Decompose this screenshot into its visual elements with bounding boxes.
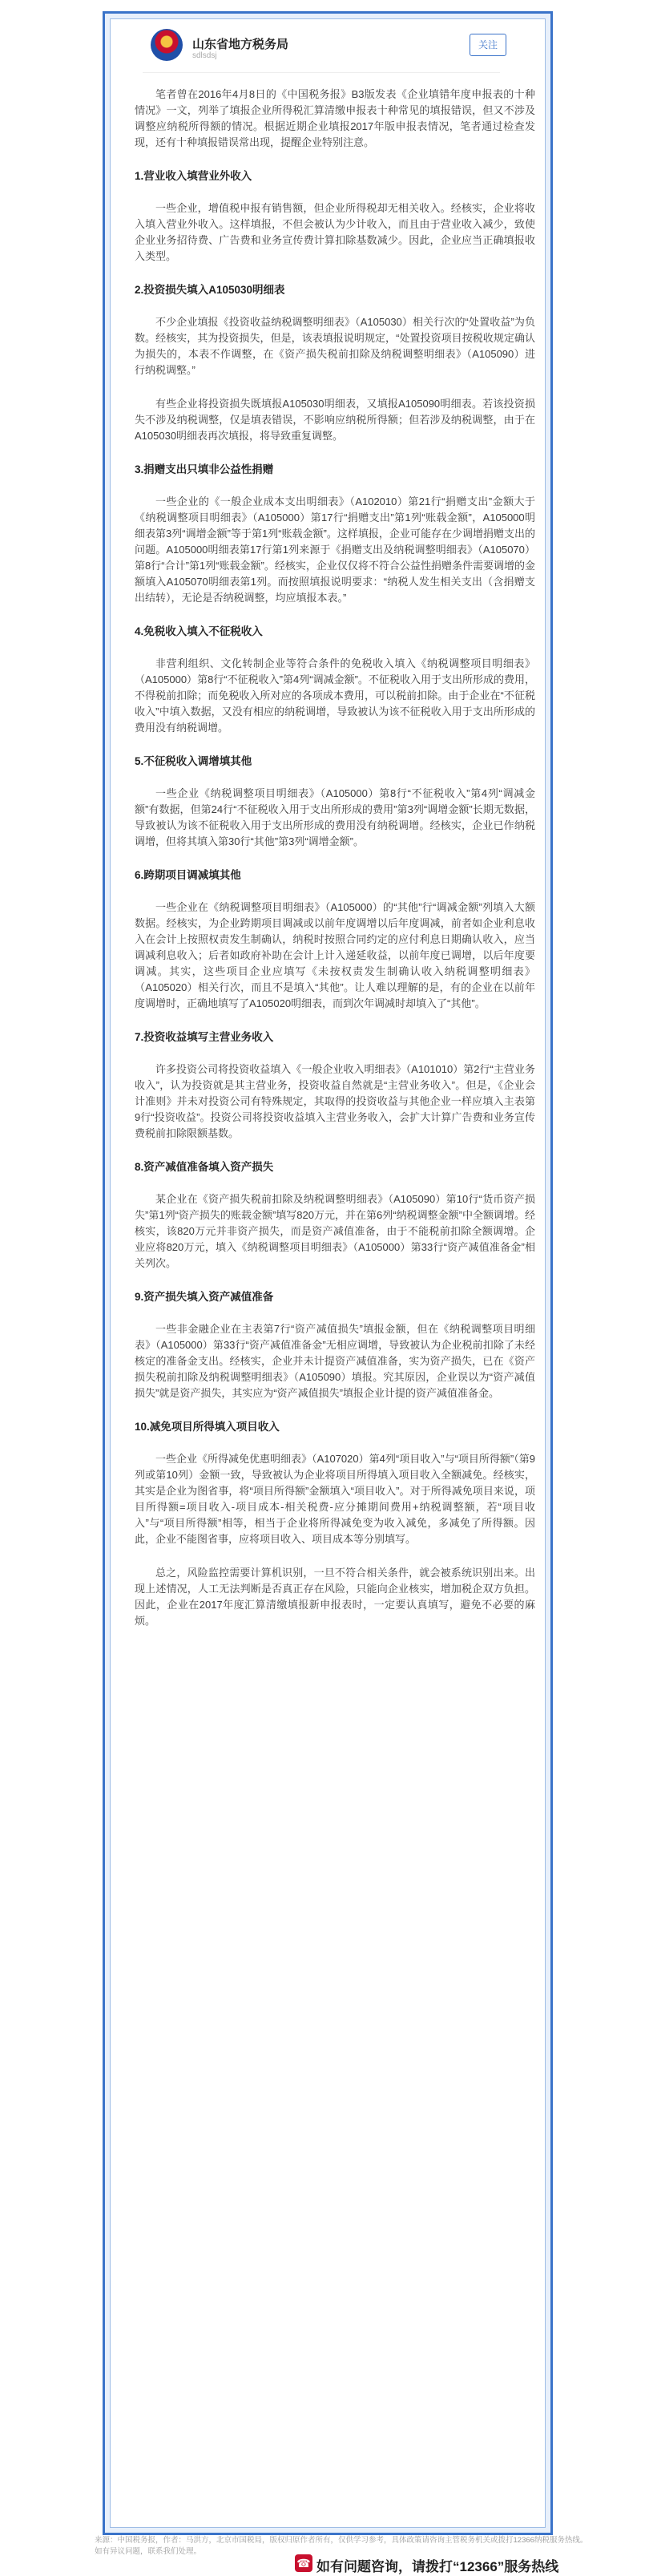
section-paragraph: 某企业在《资产损失税前扣除及纳税调整明细表》（A105090）第10行“货币资产损失”第1列“资产损失的账载金额”填写820万元，并在第6列“纳税调整金额”中全额调增。经核实，该820万元并非资产损失，而是资产减值准备，由于不能税前扣除全额调增。企业应将820万元，填入《纳税调整项目明细表》（A105000）第33行“资产减值准备金”相关列次。 <box>135 1193 535 1269</box>
section-paragraph: 不少企业填报《投资收益纳税调整明细表》（A105030）相关行次的“处置收益”为负数。经核实，其为投资损失，但是，该表填报说明规定，“处置投资项目按税收规定确认为损失的，本表不作调整，在《资产损失税前扣除及纳税调整明细表》（A105090）进行纳税调整。” <box>135 316 535 376</box>
section-paragraph: 一些非金融企业在主表第7行“资产减值损失”填报金额，但在《纳税调整项目明细表》（A105000）第33行“资产减值准备金”无相应调增，导致被认为企业税前扣除了未经核定的准备金支出。经核实，企业并未计提资产减值准备，实为资产损失，已在《资产损失税前扣除及纳税调整明细表》（A105090）填报。究其原因，企业误以为“资产减值损失”就是资产损失，其实应为“资产减值损失”填报企业计提的资产减值准备金。 <box>135 1323 535 1399</box>
hotline-text: 如有问题咨询，请拨打“12366”服务热线 <box>316 2559 559 2574</box>
section-title: 8.资产减值准备填入资产损失 <box>135 1161 274 1173</box>
section-paragraph: 许多投资公司将投资收益填入《一般企业收入明细表》（A101010）第2行“主营业务收入”，认为投资就是其主营业务，投资收益自然就是“主营业务收入”。但是，《企业会计准则》并未对投资公司有特殊规定，其取得的投资收益与其他企业一样应填入主表第9行“投资收益”。投资公司将投资收益填入主营业务收入，会扩大计算广告费和业务宣传费税前扣除限额基数。 <box>135 1063 535 1139</box>
article-body <box>135 87 535 1647</box>
section-title: 9.资产损失填入资产减值准备 <box>135 1291 274 1303</box>
section-paragraph: 一些企业《所得减免优惠明细表》（A107020）第4列“项目收入”与“项目所得额”（第9列或第10列）金额一致，导致被认为企业将项目所得填入项目收入全额减免。经核实，其实是企业为图省事，将“项目所得额”金额填入“项目收入”。对于所得减免项目来说，项目所得额=项目收入-项目成本-相关税费-应分摊期间费用+纳税调整额，若“项目收入”与“项目所得额”相等，相当于企业将所得减免变为收入减免，多减免了所得额。因此，企业不能图省事，应将项目收入、项目成本等分别填写。 <box>135 1453 535 1545</box>
footer-note: 来源：中国税务报，作者：马洪方，北京市国税局，版权归原作者所有，仅供学习参考，具体政策请咨询主管税务机关或拨打12366纳税服务热线。如有异议问题，联系我们处理。 <box>95 2536 588 2556</box>
section-paragraph: 一些企业《纳税调整项目明细表》（A105000）第8行“不征税收入”第4列“调减金额”有数据，但第24行“不征税收入用于支出所形成的费用”第3列“调增金额”长期无数据，导致被认为该不征税收入用于支出所形成的费用没有纳税调增。经核实，企业已作纳税调增，但将其填入第30行“其他”第3列“调增金额”。 <box>135 787 535 847</box>
intro-paragraph: 笔者曾在2016年4月8日的《中国税务报》B3版发表《企业填错年度申报表的十种情况》一文，列举了填报企业所得税汇算清缴申报表十种常见的填报错误，但又不涉及调整应纳税所得额的情况。根据近期企业填报2017年版申报表情况，笔者通过检查发现，还有十种填报错误常出现，提醒企业特别注意。 <box>135 88 535 148</box>
phone-icon: ☎ <box>295 2554 312 2572</box>
section-paragraph: 非营利组织、文化转制企业等符合条件的免税收入填入《纳税调整项目明细表》（A105000）第8行“不征税收入”第4列“调减金额”。不征税收入用于支出所形成的费用，不得税前扣除；而免税收入所对应的各项成本费用，可以税前扣除。由于企业在“不征税收入”中填入数据，又没有相应的纳税调增，导致被认为该不征税收入用于支出所形成的费用没有纳税调增。 <box>135 657 535 734</box>
section-title: 5.不征税收入调增填其他 <box>135 755 252 767</box>
account-header <box>143 24 500 73</box>
tax-bureau-logo-icon <box>151 29 183 61</box>
account-subtitle: sdlsdsj <box>192 51 217 60</box>
section-title: 7.投资收益填写主营业务收入 <box>135 1031 274 1043</box>
section-paragraph: 一些企业，增值税申报有销售额，但企业所得税却无相关收入。经核实，企业将收入填入营业外收入。这样填报，不但会被认为少计收入，而且由于营业收入减少，致使企业业务招待费、广告费和业务宣传费计算扣除基数减少。因此，企业应当正确填报收入类型。 <box>135 202 535 262</box>
section-title: 2.投资损失填入A105030明细表 <box>135 284 285 296</box>
sections-container <box>135 168 535 1629</box>
follow-button[interactable]: 关注 <box>470 34 506 56</box>
section-title: 1.营业收入填营业外收入 <box>135 170 252 182</box>
section-paragraph: 一些企业的《一般企业成本支出明细表》（A102010）第21行“捐赠支出”金额大于《纳税调整项目明细表》（A105000）第17行“捐赠支出”第1列“账载金额”，A105000明细表第3列“调增金额”等于第1列“账载金额”。这样填报，企业可能存在少调增捐赠支出的问题。A105000明细表第17行第1列来源于《捐赠支出及纳税调整明细表》（A105070）第8行“合计”第1列“账载金额”。经核实，企业仅仅将不符合公益性捐赠条件需要调增的金额填入A105070明细表第1列。而按照填报说明要求：“纳税人发生相关支出（含捐赠支出结转），无论是否纳税调整，均应填报本表。” <box>135 495 535 604</box>
account-name: 山东省地方税务局 <box>192 38 289 51</box>
section-paragraph: 总之，风险监控需要计算机识别，一旦不符合相关条件，就会被系统识别出来。出现上述情况，人工无法判断是否真正存在风险，只能向企业核实，增加税企双方负担。因此，企业在2017年度汇算清缴填报新申报表时，一定要认真填写，避免不必要的麻烦。 <box>135 1567 535 1627</box>
section-title: 3.捐赠支出只填非公益性捐赠 <box>135 463 274 475</box>
section-title: 10.减免项目所得填入项目收入 <box>135 1421 280 1433</box>
section-paragraph: 一些企业在《纳税调整项目明细表》（A105000）的“其他”行“调减金额”列填入大额数据。经核实，为企业跨期项目调减或以前年度调增以后年度调减，前者如企业利息收入在会计上按照权责发生制确认，纳税时按照合同约定的应付利息日期确认收入，应当调减利息收入；后者如政府补助在会计上计入递延收益，以前年度已调增，以后年度要调减。其实，这些项目企业应填写《未按权责发生制确认收入纳税调整明细表》（A105020）相关行次，而且不是填入“其他”。让人难以理解的是，有的企业在以前年度调增时，正确地填写了A105020明细表，而到次年调减时却填入了“其他”。 <box>135 901 535 1009</box>
section-paragraph: 有些企业将投资损失既填报A105030明细表，又填报A105090明细表。若该投资损失不涉及纳税调整，仅是填表错误，不影响应纳税所得额；但若涉及纳税调整，由于在A105030明细表再次填报，将导致重复调整。 <box>135 398 535 442</box>
section-title: 6.跨期项目调减填其他 <box>135 869 241 881</box>
section-title: 4.免税收入填入不征税收入 <box>135 625 263 637</box>
